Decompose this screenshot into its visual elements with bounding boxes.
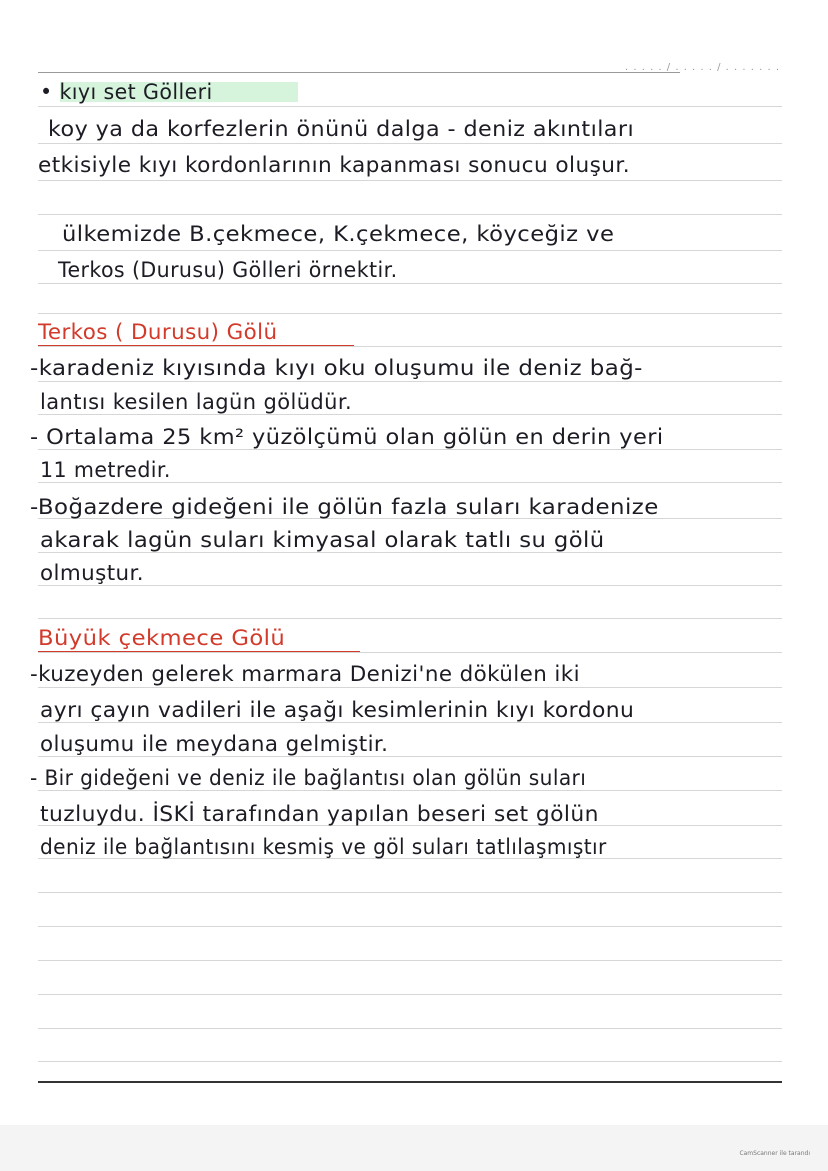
text-line: olmuştur. xyxy=(40,561,144,585)
header-rule xyxy=(38,72,680,73)
ruled-line xyxy=(38,449,782,450)
text-line: etkisiyle kıyı kordonlarının kapanması sonucu oluşur. xyxy=(38,153,630,177)
ruled-line xyxy=(38,414,782,415)
ruled-line xyxy=(38,250,782,251)
ruled-line xyxy=(38,482,782,483)
heading-kiyi-set-golleri: • kıyı set Gölleri xyxy=(40,80,213,104)
text-line: - Ortalama 25 km² yüzölçümü olan gölün en derin yeri xyxy=(30,425,664,449)
ruled-line xyxy=(38,283,782,284)
heading-underline xyxy=(38,345,354,346)
text-line: lantısı kesilen lagün gölüdür. xyxy=(40,390,353,414)
ruled-line xyxy=(38,756,782,757)
date-field: . . . . . / . . . . . / . . . . . . . xyxy=(625,62,780,73)
ruled-line xyxy=(38,214,782,215)
text-line: 11 metredir. xyxy=(40,458,171,482)
text-line: ayrı çayın vadileri ile aşağı kesimlerinin kıyı kordonu xyxy=(40,698,635,722)
ruled-line xyxy=(38,1061,782,1062)
text-line: ülkemizde B.çekmece, K.çekmece, köyceğiz ve xyxy=(62,222,615,246)
bottom-rule xyxy=(38,1081,782,1083)
text-line: -Boğazdere gideğeni ile gölün fazla suları karadenize xyxy=(30,495,659,519)
heading-underline xyxy=(38,651,360,652)
text-line: -karadeniz kıyısında kıyı oku oluşumu ile deniz bağ- xyxy=(30,356,643,380)
heading-terkos-golu: Terkos ( Durusu) Gölü xyxy=(38,320,278,344)
ruled-line xyxy=(38,346,782,347)
ruled-line xyxy=(38,722,782,723)
ruled-line xyxy=(38,1028,782,1029)
ruled-line xyxy=(38,994,782,995)
ruled-line xyxy=(38,143,782,144)
text-line: oluşumu ile meydana gelmiştir. xyxy=(40,732,389,756)
text-line: Terkos (Durusu) Gölleri örnektir. xyxy=(58,258,398,282)
scan-bottom-margin xyxy=(0,1125,828,1171)
ruled-line xyxy=(38,960,782,961)
text-line: akarak lagün suları kimyasal olarak tatlı su gölü xyxy=(40,528,605,552)
ruled-line xyxy=(38,652,782,653)
ruled-line xyxy=(38,585,782,586)
ruled-line xyxy=(38,106,782,107)
scanner-watermark: CamScanner ile tarandı xyxy=(739,1150,810,1157)
ruled-line xyxy=(38,687,782,688)
text-line: tuzluydu. İSKİ tarafından yapılan beseri set gölün xyxy=(40,802,599,826)
ruled-line xyxy=(38,552,782,553)
ruled-line xyxy=(38,926,782,927)
ruled-line xyxy=(38,381,782,382)
text-line: koy ya da korfezlerin önünü dalga - deniz akıntıları xyxy=(48,117,635,141)
ruled-line xyxy=(38,790,782,791)
ruled-line xyxy=(38,892,782,893)
text-line: -kuzeyden gelerek marmara Denizi'ne dökülen iki xyxy=(30,662,580,686)
heading-buyukcekmece-golu: Büyük çekmece Gölü xyxy=(38,626,286,650)
ruled-line xyxy=(38,618,782,619)
text-line: - Bir gideğeni ve deniz ile bağlantısı olan gölün suları xyxy=(30,766,587,790)
ruled-line xyxy=(38,180,782,181)
text-line: deniz ile bağlantısını kesmiş ve göl suları tatlılaşmıştır xyxy=(40,835,607,859)
ruled-line xyxy=(38,313,782,314)
